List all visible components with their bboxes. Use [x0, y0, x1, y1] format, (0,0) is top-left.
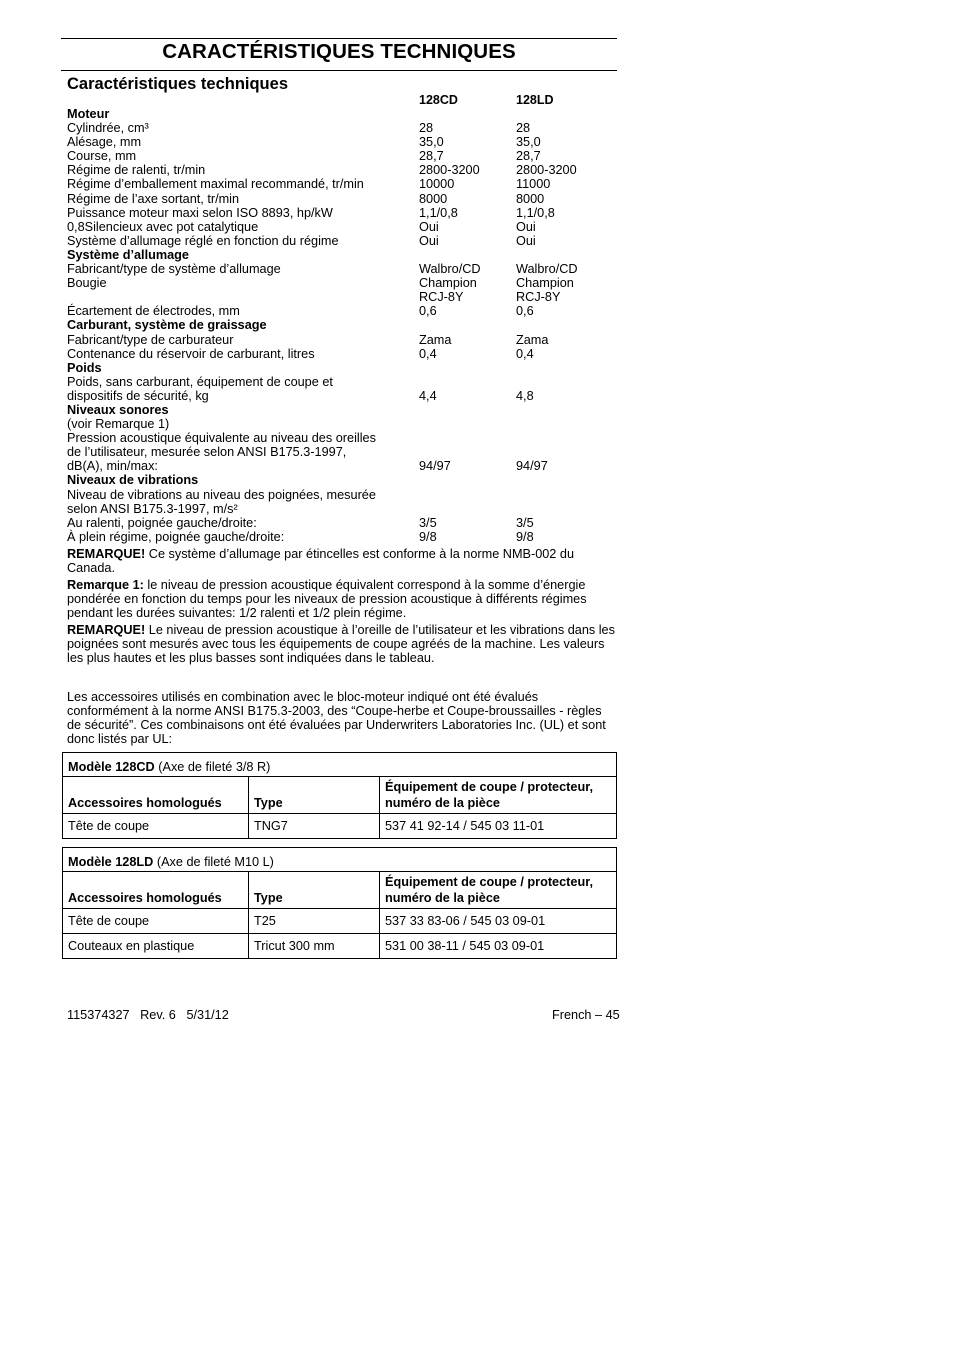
spec-value-128ld: 8000 [516, 191, 545, 206]
note-label: Remarque 1: [67, 578, 144, 592]
spec-value-128cd: Walbro/CD [419, 262, 481, 277]
spec-value-128cd: Zama [419, 332, 452, 347]
spec-label: Système d’allumage réglé en fonction du régime [67, 233, 339, 248]
spec-label: Contenance du réservoir de carburant, litres [67, 346, 315, 361]
spec-value-128cd [419, 488, 516, 502]
table-row [63, 814, 617, 839]
spec-value-128ld: 9/8 [516, 529, 534, 544]
spec-label: Fabricant/type de système d’allumage [67, 262, 281, 277]
table-header: Accessoires homologués [63, 872, 249, 909]
spec-label: Alésage, mm [67, 135, 142, 150]
spec-row [67, 304, 627, 318]
spec-row [67, 234, 627, 248]
column-header-128cd: 128CD [419, 93, 458, 107]
spec-label: 0,8Silencieux avec pot catalytique [67, 219, 259, 234]
spec-row [67, 121, 627, 135]
spec-label: Régime d’emballement maximal recommandé, tr/min [67, 177, 364, 192]
note-text: le niveau de pression acoustique équivalent correspond à la somme d’énergie pondérée en fonction du temps pour les niveaux de pression acoustique à différents régimes pendant les durées suivantes: 1/2 ralenti et 1/2 plein régime. [67, 578, 587, 621]
spec-value-128cd: Champion [419, 276, 477, 291]
table-cell: 537 33 83-06 / 545 03 09-01 [380, 909, 617, 934]
spec-row [67, 502, 627, 516]
spec-value-128ld: 0,6 [516, 304, 534, 319]
spec-value-128ld: Oui [516, 219, 536, 234]
spec-value-128cd: RCJ-8Y [419, 290, 464, 305]
spec-value-128cd [419, 502, 516, 516]
spec-value-128ld: 0,4 [516, 346, 534, 361]
footer-doc-id: 115374327 Rev. 6 5/31/12 [67, 1008, 229, 1022]
spec-row [67, 290, 627, 304]
spec-label: Course, mm [67, 149, 137, 164]
spec-label: dB(A), min/max: [67, 459, 158, 474]
note-label: REMARQUE! [67, 547, 146, 561]
spec-section-heading [67, 361, 627, 375]
note-text: Ce système d’allumage par étincelles est conforme à la norme NMB-002 du Canada. [67, 547, 575, 576]
spec-value-128cd: 10000 [419, 177, 455, 192]
spec-value-128ld: Walbro/CD [516, 262, 578, 277]
spec-value-128ld: Zama [516, 332, 549, 347]
spec-value-128ld: 2800-3200 [516, 163, 577, 178]
spec-section-heading [67, 403, 627, 417]
spec-label: Système d’allumage [67, 247, 189, 262]
table-header: Type [249, 777, 380, 814]
spec-row [67, 459, 627, 473]
spec-label: de l’utilisateur, mesurée selon ANSI B175.3-1997, [67, 445, 347, 460]
column-header-128ld: 128LD [516, 93, 554, 107]
spec-value-128ld: 94/97 [516, 459, 548, 474]
note-measurement [67, 623, 617, 665]
table-header: Accessoires homologués [63, 777, 249, 814]
spec-row [67, 135, 627, 149]
table-cell: Couteaux en plastique [63, 934, 249, 959]
table-header: Équipement de coupe / protecteur, numéro de la pièce [380, 872, 617, 909]
spec-row [67, 347, 627, 361]
table-cell: 531 00 38-11 / 545 03 09-01 [380, 934, 617, 959]
table-cell: Tricut 300 mm [249, 934, 380, 959]
table-cell: TNG7 [249, 814, 380, 839]
spec-row [67, 530, 627, 544]
spec-label: Pression acoustique équivalente au niveau des oreilles [67, 431, 376, 446]
spec-label: Poids, sans carburant, équipement de coupe et [67, 374, 333, 389]
spec-section-heading [67, 473, 627, 487]
spec-value-128ld: RCJ-8Y [516, 290, 561, 305]
spec-value-128ld: 1,1/0,8 [516, 205, 555, 220]
spec-row [67, 177, 627, 191]
spec-row [67, 206, 627, 220]
spec-value-128cd [419, 375, 516, 389]
spec-section-heading [67, 107, 627, 121]
spec-label: Régime de ralenti, tr/min [67, 163, 206, 178]
spec-value-128cd: 1,1/0,8 [419, 205, 458, 220]
spec-value-128ld [516, 417, 616, 431]
spec-value-128cd: 8000 [419, 191, 448, 206]
spec-label: Niveaux sonores [67, 402, 169, 417]
spec-value-128cd [419, 417, 516, 431]
spec-value-128cd: 0,6 [419, 304, 437, 319]
spec-value-128ld [516, 431, 616, 445]
spec-label: Fabricant/type de carburateur [67, 332, 234, 347]
spec-value-128ld: 35,0 [516, 135, 541, 150]
table-header: Équipement de coupe / protecteur, numéro de la pièce [380, 777, 617, 814]
spec-label: Poids [67, 360, 102, 375]
table-cell: Tête de coupe [63, 909, 249, 934]
footer-page-number: French – 45 [552, 1008, 620, 1022]
spec-value-128cd: 35,0 [419, 135, 444, 150]
spec-label: Niveaux de vibrations [67, 473, 199, 488]
spec-label: Carburant, système de graissage [67, 318, 267, 333]
spec-row [67, 163, 627, 177]
spec-row [67, 262, 627, 276]
table-cell: T25 [249, 909, 380, 934]
spec-section-heading [67, 318, 627, 332]
spec-label: Au ralenti, poignée gauche/droite: [67, 515, 257, 530]
spec-row [67, 431, 627, 445]
spec-label: Niveau de vibrations au niveau des poignées, mesurée [67, 487, 376, 502]
spec-row [67, 276, 627, 290]
spec-value-128ld [516, 375, 616, 389]
top-rule [61, 38, 617, 39]
table-cell: Tête de coupe [63, 814, 249, 839]
section-title: Caractéristiques techniques [67, 75, 288, 93]
spec-value-128ld: 3/5 [516, 515, 534, 530]
spec-value-128cd: Oui [419, 219, 439, 234]
spec-section-heading [67, 248, 627, 262]
spec-table [67, 107, 627, 544]
spec-row [67, 333, 627, 347]
spec-label: dispositifs de sécurité, kg [67, 388, 209, 403]
spec-label: Moteur [67, 107, 110, 121]
title-rule [61, 70, 617, 71]
spec-value-128cd: 2800-3200 [419, 163, 480, 178]
spec-value-128cd: 94/97 [419, 459, 451, 474]
spec-label: Puissance moteur maxi selon ISO 8893, hp/kW [67, 205, 333, 220]
spec-row [67, 389, 627, 403]
note-label: REMARQUE! [67, 623, 146, 637]
table-row [63, 934, 617, 959]
spec-row [67, 192, 627, 206]
spec-value-128ld: Oui [516, 233, 536, 248]
note-text: Le niveau de pression acoustique à l’oreille de l’utilisateur et les vibrations dans les poignées sont mesurés avec tous les équipements de coupe agréés de la machine. Les valeurs les plus hautes et les plus basses sont indiquées dans le tableau. [67, 623, 615, 666]
spec-value-128cd: 9/8 [419, 529, 437, 544]
spec-value-128ld: Champion [516, 276, 574, 291]
spec-value-128cd: 4,4 [419, 388, 437, 403]
spec-label: À plein régime, poignée gauche/droite: [67, 529, 285, 544]
note-1 [67, 578, 617, 620]
spec-value-128ld: 28,7 [516, 149, 541, 164]
accessories-paragraph: Les accessoires utilisés en combination avec le bloc-moteur indiqué ont été évalués conformément à la norme ANSI B175.3-2003, des “Coupe-herbe et Coupe-broussailles - règles de sécurité”. Ces combinaisons ont été évaluées par Underwriters Laboratories Inc. (UL) et sont donc listés par UL: [67, 690, 606, 747]
spec-label [67, 290, 419, 304]
spec-label: Régime de l’axe sortant, tr/min [67, 191, 240, 206]
table-title: Modèle 128LD (Axe de fileté M10 L) [63, 848, 617, 872]
spec-value-128cd [419, 431, 516, 445]
accessories-table-128ld [62, 847, 617, 959]
spec-value-128ld [516, 488, 616, 502]
spec-value-128cd: 0,4 [419, 346, 437, 361]
spec-label: Bougie [67, 276, 107, 291]
spec-value-128ld [516, 445, 616, 459]
spec-label: Cylindrée, cm³ [67, 121, 149, 136]
spec-label: selon ANSI B175.3-1997, m/s² [67, 501, 238, 516]
spec-row [67, 516, 627, 530]
spec-value-128ld: 28 [516, 121, 531, 136]
spec-label: Écartement de électrodes, mm [67, 304, 240, 319]
table-cell: 537 41 92-14 / 545 03 11-01 [380, 814, 617, 839]
spec-label: (voir Remarque 1) [67, 417, 170, 432]
spec-value-128ld: 4,8 [516, 388, 534, 403]
spec-value-128cd: 3/5 [419, 515, 437, 530]
table-row [63, 909, 617, 934]
note-ignition [67, 547, 617, 575]
spec-value-128cd: Oui [419, 233, 439, 248]
spec-row [67, 488, 627, 502]
spec-value-128cd: 28 [419, 121, 434, 136]
spec-value-128cd [419, 445, 516, 459]
table-header: Type [249, 872, 380, 909]
spec-value-128ld [516, 502, 616, 516]
spec-row [67, 445, 627, 459]
spec-row [67, 149, 627, 163]
table-title: Modèle 128CD (Axe de fileté 3/8 R) [63, 753, 617, 777]
page-title: CARACTÉRISTIQUES TECHNIQUES [162, 40, 516, 63]
accessories-table-128cd [62, 752, 617, 839]
spec-row [67, 417, 627, 431]
spec-value-128ld: 11000 [516, 177, 551, 192]
spec-row [67, 375, 627, 389]
spec-value-128cd: 28,7 [419, 149, 444, 164]
spec-row [67, 220, 627, 234]
